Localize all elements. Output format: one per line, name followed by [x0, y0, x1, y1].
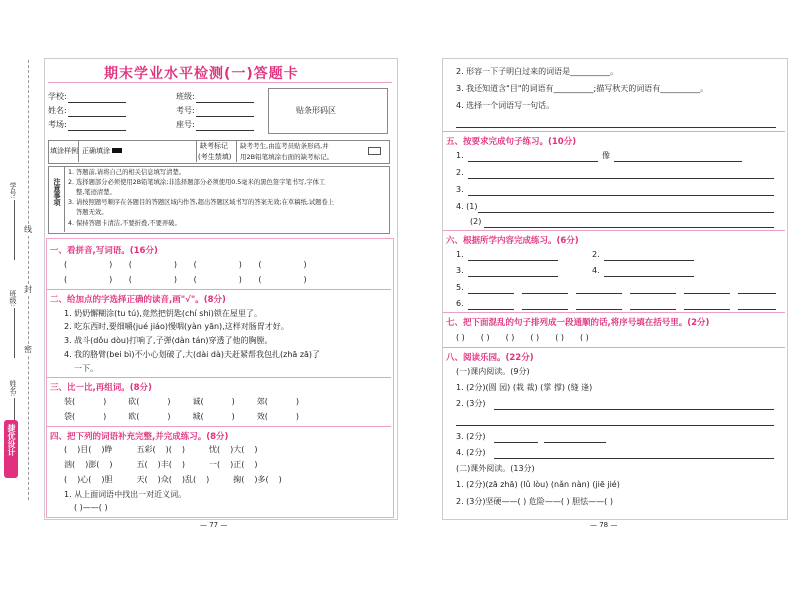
- s6-item-1: 1.: [456, 250, 464, 259]
- s5-line-1b[interactable]: [614, 151, 742, 162]
- s8-b2: 2. (3分)坚硬——( ) 危险——( ) 胆怯——( ): [456, 497, 613, 506]
- s4-title: 四、把下列的词语补充完整,并完成练习。(8分): [50, 432, 229, 442]
- s3-row-2: 袋( ) 欧( ) 城( ) 效( ): [64, 412, 299, 421]
- absent-mark-label: 缺考标记: [200, 142, 228, 150]
- sidebar-dashed-line: [28, 60, 30, 500]
- s6-line-2[interactable]: [604, 250, 694, 261]
- absent-note-2: 用2B铅笔填涂右面的缺考标记。: [240, 153, 334, 161]
- s2-divider: [47, 377, 391, 378]
- s1-title: 一、看拼音,写词语。(16分): [50, 246, 158, 256]
- s8-q4-line[interactable]: [494, 448, 774, 459]
- s8-title: 八、阅读乐园。(22分): [446, 353, 534, 363]
- seal-mark-line: 线: [24, 225, 32, 234]
- exam-no-field[interactable]: [196, 106, 254, 117]
- s6-line-6c[interactable]: [576, 299, 622, 310]
- s4-row-3: ( )心( )胆 天( )众( )乱( ) 掬( )多( ): [64, 475, 282, 484]
- s5-item-4: 4. (1): [456, 202, 478, 211]
- notice-2b: 整,笔迹清楚。: [76, 189, 116, 196]
- s8-b1: 1. (2分)(zā zhā) (lǔ lòu) (nǎn nàn) (jiē jié): [456, 480, 620, 489]
- absent-mark-sub: (考生禁填): [198, 153, 232, 161]
- r-divider-4: [443, 347, 785, 348]
- s3-divider: [47, 426, 391, 427]
- school-field[interactable]: [68, 92, 126, 103]
- notice-4: 4. 保持答题卡清洁,不要折叠,不要弄破。: [68, 220, 181, 227]
- fill-sample-label: 填涂样例: [50, 147, 78, 155]
- s5-item-3: 3.: [456, 185, 464, 194]
- s1-paren-close: ): [109, 260, 113, 269]
- seal-mark-secret: 密: [24, 345, 32, 354]
- s6-line-5a[interactable]: [468, 283, 514, 294]
- s1-paren: (: [64, 260, 68, 269]
- name-label: 姓名:: [48, 106, 67, 115]
- notice-3: 3. 请按照题号顺序在各题目的答题区域内作答,超出答题区域书写的答案无效;在草稿纸,试题卷上: [68, 199, 335, 206]
- r-q4-line[interactable]: [456, 117, 776, 128]
- s4-q1-answer[interactable]: ( )——( ): [74, 503, 108, 512]
- s6-item-6: 6.: [456, 299, 464, 308]
- s2-item-1: 1. 奶奶懈糊涂(tu tú),竟然把钥匙(chí shi)锁在屋里了。: [64, 309, 262, 318]
- s6-line-3[interactable]: [468, 266, 558, 277]
- school-label: 学校:: [48, 92, 67, 101]
- s5-line-4[interactable]: [478, 202, 774, 213]
- class-label: 班级:: [176, 92, 195, 101]
- s2-item-2: 2. 吃东西时,要细嚼(jué jiáo)慢咽(yàn yān),这样对肠胃才好。: [64, 322, 289, 331]
- s6-line-5e[interactable]: [684, 283, 730, 294]
- s6-line-5d[interactable]: [630, 283, 676, 294]
- s8-q2: 2. (3分): [456, 399, 486, 408]
- card-title: 期末学业水平检测(一)答题卡: [104, 66, 299, 82]
- s6-line-4[interactable]: [604, 266, 694, 277]
- s6-item-5: 5.: [456, 283, 464, 292]
- r-q4: 4. 选择一个词语写一句话。: [456, 101, 555, 110]
- s2-title: 二、给加点的字选择正确的读音,画"√"。(8分): [50, 295, 226, 305]
- name-field[interactable]: [68, 106, 126, 117]
- title-divider: [48, 82, 392, 83]
- s4-row-1: ( )目( )睁 五彩( )( ) 忧( )大( ): [64, 445, 258, 454]
- r-divider-2: [443, 230, 785, 231]
- brand-logo: [4, 420, 18, 478]
- r-divider-3: [443, 312, 785, 313]
- s8-q2-line-2[interactable]: [456, 415, 774, 426]
- s6-line-5b[interactable]: [522, 283, 568, 294]
- right-page-number: — 78 —: [590, 521, 618, 529]
- s8-q3-line-2[interactable]: [544, 432, 606, 443]
- seal-mark-seal: 封: [24, 285, 32, 294]
- r-q2: 2. 形容一下子明白过来的词语是__________。: [456, 67, 619, 76]
- s6-item-3: 3.: [456, 266, 464, 275]
- left-page-number: — 77 —: [200, 521, 228, 529]
- absent-divider-2: [236, 140, 237, 162]
- room-label: 考场:: [48, 120, 67, 129]
- notice-1: 1. 答题前,请将自己的相关信息填写清楚。: [68, 169, 186, 176]
- s8-q4: 4. (2分): [456, 448, 486, 457]
- s1-divider: [47, 289, 391, 290]
- s6-title: 六、根据所学内容完成练习。(6分): [446, 236, 579, 246]
- s8-q3-line-1[interactable]: [494, 432, 538, 443]
- fill-correct-mark: [112, 148, 122, 153]
- s2-item-3: 3. 战斗(dǒu dòu)打响了,子弹(dàn tán)穿透了他的胸膛。: [64, 336, 273, 345]
- side-label-name: 姓名:: [9, 380, 17, 397]
- s2-item-4b: 一下。: [74, 364, 98, 373]
- barcode-label: 贴条形码区: [296, 106, 336, 115]
- absent-note-1: 缺考考生,由监考员贴条形码,并: [240, 142, 329, 150]
- side-class-line: [14, 308, 15, 358]
- s6-line-5c[interactable]: [576, 283, 622, 294]
- side-label-id: 学号:: [9, 182, 17, 199]
- s3-row-1: 装( ) 砍( ) 诚( ) 郊( ): [64, 397, 299, 406]
- s6-line-1[interactable]: [468, 250, 558, 261]
- s4-row-2: 汹( )澎( ) 五( )丰( ) 一( )正( ): [64, 460, 258, 469]
- s1-row-2: ( ) ( ) ( ) ( ): [64, 275, 307, 284]
- s5-line-1a[interactable]: [468, 151, 598, 162]
- s5-line-2[interactable]: [468, 168, 774, 179]
- s5-line-5[interactable]: [484, 217, 774, 228]
- s6-line-6e[interactable]: [684, 299, 730, 310]
- s8-q2-line-1[interactable]: [494, 399, 774, 410]
- seat-label: 座号:: [176, 120, 195, 129]
- s8-q3: 3. (2分): [456, 432, 486, 441]
- s6-item-4: 4.: [592, 266, 600, 275]
- notice-3b: 答题无效。: [76, 209, 108, 216]
- s6-line-6f[interactable]: [738, 299, 776, 310]
- s7-paren-row[interactable]: ( ) ( ) ( ) ( ) ( ) ( ): [456, 333, 589, 342]
- side-label-class: 班级:: [9, 290, 17, 307]
- s1-row-1: ( ) ( ) ( ) ( ): [64, 260, 307, 269]
- s6-item-2: 2.: [592, 250, 600, 259]
- s8-sub-1: (一)课内阅读。(9分): [456, 367, 530, 376]
- s5-item-1-like: 像: [602, 151, 610, 160]
- s6-line-6d[interactable]: [630, 299, 676, 310]
- seat-field[interactable]: [196, 120, 254, 131]
- exam-no-label: 考号:: [176, 106, 195, 115]
- s8-q1: 1. (2分)(圆 园) (栽 裁) (掌 撑) (缝 逢): [456, 383, 593, 392]
- s6-line-6b[interactable]: [522, 299, 568, 310]
- room-field[interactable]: [68, 120, 126, 131]
- s5-item-1: 1.: [456, 151, 464, 160]
- s4-q1: 1. 从上面词语中找出一对近义词。: [64, 490, 187, 499]
- fill-correct-label: 正确填涂: [82, 147, 110, 155]
- class-field[interactable]: [196, 92, 254, 103]
- r-divider-1: [443, 131, 785, 132]
- s8-sub-2: (二)课外阅读。(13分): [456, 464, 535, 473]
- s5-line-3[interactable]: [468, 185, 774, 196]
- s3-title: 三、比一比,再组词。(8分): [50, 383, 152, 393]
- r-q3: 3. 我还知道含"目"的词语有__________;描写秋天的词语有__________。: [456, 84, 709, 93]
- s6-line-5f[interactable]: [738, 283, 776, 294]
- fill-sample-divider: [78, 140, 79, 162]
- s6-line-6a[interactable]: [468, 299, 514, 310]
- s5-title: 五、按要求完成句子练习。(10分): [446, 137, 577, 147]
- s5-item-4b: (2): [470, 217, 482, 226]
- side-id-line: [14, 200, 15, 260]
- notice-label: 注意事项: [53, 178, 61, 206]
- brand-logo-text: 捷优设计: [7, 424, 16, 456]
- absent-divider: [196, 140, 197, 162]
- s5-item-2: 2.: [456, 168, 464, 177]
- s7-title: 七、把下面混乱的句子排列成一段通顺的话,将序号填在括号里。(2分): [446, 318, 710, 328]
- notice-2: 2. 选择题部分必须使用2B铅笔填涂;非选择题部分必须使用0.5毫米的黑色签字笔书写,字体工: [68, 179, 326, 186]
- s2-item-4: 4. 我的胳臂(bei bì)不小心划破了,大(dài dà)夫赶紧帮我包扎(zhā zā)了: [64, 350, 321, 359]
- absent-checkbox[interactable]: [368, 147, 381, 155]
